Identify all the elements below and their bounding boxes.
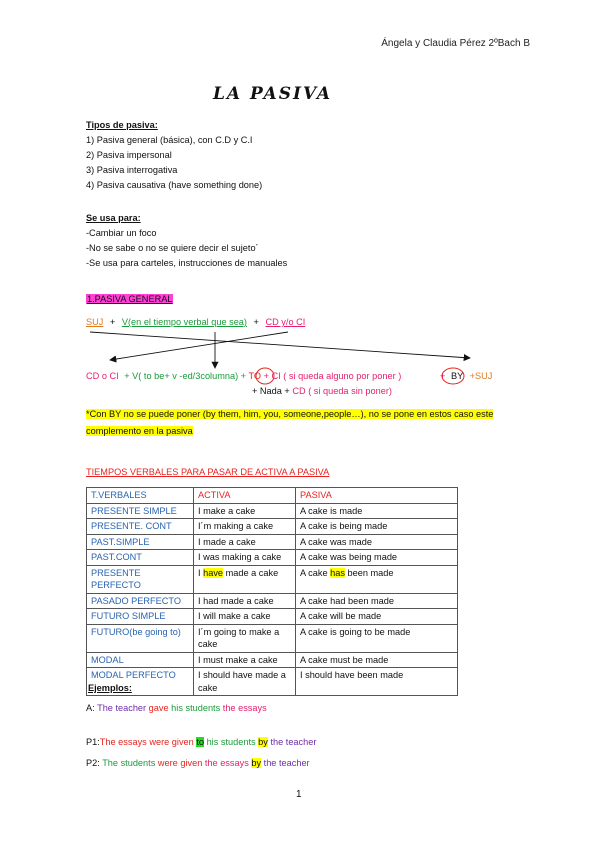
tiempos-heading: TIEMPOS VERBALES PARA PASAR DE ACTIVA A PASIVA xyxy=(86,467,330,477)
table-row xyxy=(87,609,458,625)
example-label: P2: xyxy=(86,758,100,768)
table-cell: PAST.CONT xyxy=(87,550,194,566)
table-cell: A cake has been made xyxy=(296,565,458,593)
table-cell: I will make a cake xyxy=(194,609,296,625)
formula-to: TO xyxy=(248,371,262,381)
tipos-heading: Tipos de pasiva: xyxy=(86,120,158,130)
page-title: LA PASIVA xyxy=(212,84,333,104)
usos-item: -Cambiar un foco xyxy=(86,228,157,238)
table-cell: FUTURO SIMPLE xyxy=(87,609,194,625)
example-by: by xyxy=(258,737,268,747)
table-row xyxy=(87,519,458,535)
table-cell: FUTURO(be going to) xyxy=(87,624,194,652)
tiempos-heading-wrap xyxy=(86,467,329,477)
example-indirect-object: his students xyxy=(171,703,221,713)
example-subject: The students xyxy=(102,758,156,768)
table-row xyxy=(87,624,458,652)
example-p2 xyxy=(86,758,310,768)
table-cell: I should have made a cake xyxy=(194,668,296,696)
note-text: *Con BY no se puede poner (by them, him, you, someone,people…), no se pone en estos caso este complemento en la pasiva xyxy=(86,409,494,436)
table-cell: I have made a cake xyxy=(194,565,296,593)
table-header: PASIVA xyxy=(296,488,458,504)
table-cell: PRESENTE. CONT xyxy=(87,519,194,535)
table-cell: PASADO PERFECTO xyxy=(87,593,194,609)
table-cell: I made a cake xyxy=(194,534,296,550)
tipos-item: 3) Pasiva interrogativa xyxy=(86,165,178,175)
example-verb: were given xyxy=(157,758,203,768)
table-row xyxy=(87,652,458,668)
table-header: T.VERBALES xyxy=(87,488,194,504)
table-cell: I must make a cake xyxy=(194,652,296,668)
usos-item: -Se usa para carteles, instrucciones de manuales xyxy=(86,258,288,268)
example-label: P1: xyxy=(86,737,100,747)
formula-result-suj: +SUJ xyxy=(469,371,493,381)
example-agent: the teacher xyxy=(270,737,317,747)
formula-passive xyxy=(86,371,401,381)
formula-cdci: CD y/o CI xyxy=(265,317,306,327)
tipos-item: 1) Pasiva general (básica), con C.D y C.I xyxy=(86,135,253,145)
table-cell: A cake is made xyxy=(296,503,458,519)
table-cell: A cake is being made xyxy=(296,519,458,535)
formula-result-ci: + CI ( si queda alguno por poner ) xyxy=(263,371,402,381)
ejemplos-heading-wrap xyxy=(88,683,132,693)
ejemplos-heading: Ejemplos: xyxy=(88,683,132,693)
example-p1 xyxy=(86,737,316,747)
formula-cd: CD ( si queda sin poner) xyxy=(292,386,392,396)
table-cell: A cake must be made xyxy=(296,652,458,668)
table-cell: I´m making a cake xyxy=(194,519,296,535)
table-cell: MODAL xyxy=(87,652,194,668)
table-cell: A cake had been made xyxy=(296,593,458,609)
example-verb: gave xyxy=(148,703,169,713)
table-row xyxy=(87,503,458,519)
table-row xyxy=(87,593,458,609)
formula-plus: + xyxy=(253,317,259,327)
formula-plus-by: + xyxy=(440,371,446,381)
table-cell: A cake is going to be made xyxy=(296,624,458,652)
formula-verb: V(en el tiempo verbal que sea) xyxy=(121,317,247,327)
arrow-cdci xyxy=(110,332,288,360)
page-number: 1 xyxy=(296,789,302,800)
example-to: to xyxy=(196,737,204,747)
example-direct-object: the essays xyxy=(222,703,267,713)
author-line: Ángela y Claudia Pérez 2ºBach B xyxy=(381,38,530,49)
table-row xyxy=(87,550,458,566)
table-header-row xyxy=(87,488,458,504)
table-row xyxy=(87,534,458,550)
usos-item: -No se sabe o no se quiere decir el sujeto´ xyxy=(86,243,259,253)
usos-heading: Se usa para: xyxy=(86,213,141,223)
tense-table xyxy=(86,487,458,696)
example-label: A: xyxy=(86,703,95,713)
table-cell: A cake was being made xyxy=(296,550,458,566)
table-cell: A cake was made xyxy=(296,534,458,550)
table-cell: I had made a cake xyxy=(194,593,296,609)
formula-line2 xyxy=(252,386,392,396)
formula-result-cdci: CD o CI xyxy=(86,371,119,381)
example-indirect-object: his students xyxy=(206,737,256,747)
example-a xyxy=(86,703,267,713)
table-cell: A cake will be made xyxy=(296,609,458,625)
formula-result-verb xyxy=(124,371,248,381)
table-cell: I´m going to make a cake xyxy=(194,624,296,652)
formula-plus: + xyxy=(109,317,116,327)
note-by xyxy=(86,406,526,440)
table-cell: PRESENTE PERFECTO xyxy=(87,565,194,593)
section-heading: 1.PASIVA GENERAL xyxy=(87,294,173,304)
tipos-item: 4) Pasiva causativa (have something done) xyxy=(86,180,263,190)
example-subject: The essays were given xyxy=(99,737,194,747)
formula-by-group xyxy=(440,371,492,381)
table-header: ACTIVA xyxy=(194,488,296,504)
formula-by: BY xyxy=(450,371,464,381)
table-cell: MODAL PERFECTO xyxy=(87,668,194,696)
tipos-item: 2) Pasiva impersonal xyxy=(86,150,172,160)
table-cell: PAST.SIMPLE xyxy=(87,534,194,550)
table-cell: PRESENTE SIMPLE xyxy=(87,503,194,519)
example-subject: The teacher xyxy=(97,703,147,713)
example-direct-object: the essays xyxy=(204,758,249,768)
example-agent: the teacher xyxy=(263,758,310,768)
formula-nada: + Nada + xyxy=(252,386,290,396)
highlighted-word: have xyxy=(203,567,224,578)
table-row xyxy=(87,668,458,696)
highlighted-word: has xyxy=(330,567,345,578)
table-cell: I should have been made xyxy=(296,668,458,696)
table-cell: I was making a cake xyxy=(194,550,296,566)
example-by: by xyxy=(251,758,262,768)
formula-suj: SUJ xyxy=(86,317,104,327)
formula-verb-text: + V( to be+ v -ed/3columna) + xyxy=(124,371,247,381)
table-cell: I make a cake xyxy=(194,503,296,519)
table-row xyxy=(87,565,458,593)
